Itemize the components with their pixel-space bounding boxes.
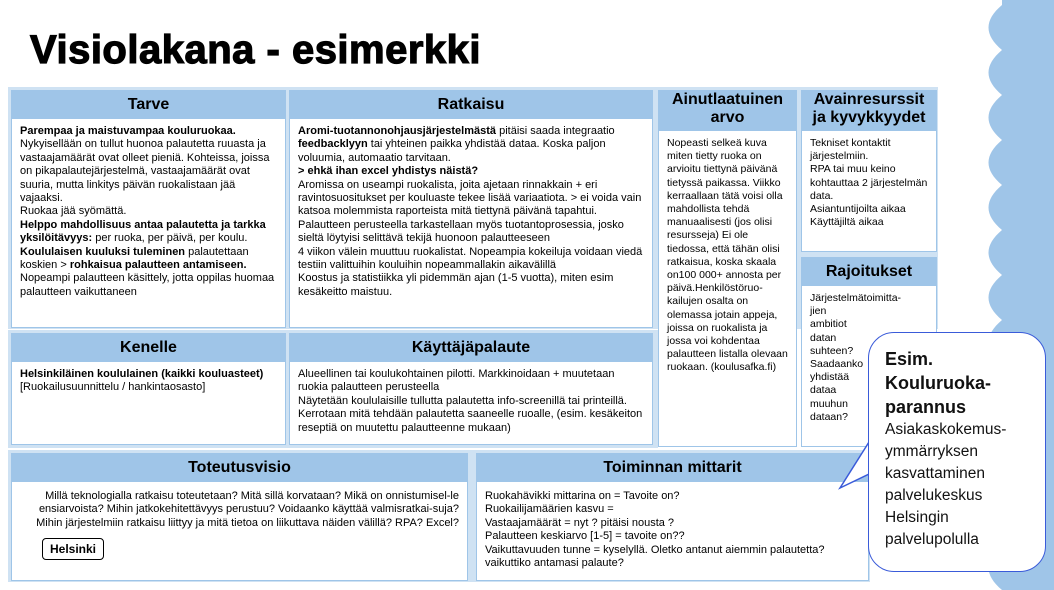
helsinki-logo: Helsinki: [42, 538, 104, 560]
kayttajapalaute-box: [289, 333, 653, 445]
kenelle-body: [12, 362, 285, 401]
tarve-line: Nykyisellään on tullut huonoa palautetta ruuasta ja vastaajamäärät ovat olleet pieniä. Kohteissa, joissa on pikapalautejärjestelmä, vastaajamäärät ovat suuria, mutta linkitys päivän ruokalistaan jää vajaaksi.: [20, 138, 270, 205]
mittarit-body: [477, 482, 868, 570]
mittarit-line: Vaikuttavuuden tunne = kyselyllä. Oletko antanut aiemmin palautetta? vaikuttiko antamasi palaute?: [485, 543, 825, 570]
callout-tail: [838, 440, 872, 500]
tarve-line-bold: Parempaa ja maistuvampaa kouluruokaa.: [20, 125, 236, 137]
kayttajapalaute-header: Käyttäjäpalaute: [290, 334, 652, 362]
tarve-header: Tarve: [12, 91, 285, 119]
callout-line: ymmärryksen: [885, 443, 979, 460]
kayttajapalaute-line: Alueellinen tai koulukohtainen pilotti. Markkinoidaan + muutetaan ruokia palautteen perusteella: [298, 368, 615, 394]
tarve-line: Ruokaa jää syömättä.: [20, 205, 127, 218]
kenelle-box: [11, 333, 286, 445]
toteutusvisio-box: [11, 453, 468, 581]
page-title: Visiolakana - esimerkki: [30, 28, 482, 72]
callout-line: Helsingin: [885, 509, 949, 526]
avainresurssit-header: Avainresurssit ja kyvykkyydet: [802, 91, 936, 131]
ratkaisu-line-bold: feedbacklyyn: [298, 138, 368, 151]
kayttajapalaute-body: [290, 362, 652, 441]
callout-line: palvelukeskus: [885, 487, 983, 504]
tarve-box: [11, 90, 286, 328]
rajoitukset-header: Rajoitukset: [802, 258, 936, 286]
ainutlaatuinen-body: Nopeasti selkeä kuva miten tietty ruoka on arvioitu tiettynä päivänä tietyssä paikassa. Viikko kerraallaan tätä voisi olla mahdollista tehdä manuaalisesti (jos olisi resursseja) Ei ole tiedossa, että tähän olisi ratkaisua, koska skaala on100 000+ annosta per päivä.Henkilöstöruo-kailujen osalta on olemassa jotain appeja, joissa on ruokalista ja jossa voi kohdentaa palautteen listalla olevaan ruokaan. (koulusafka.fi): [667, 137, 788, 374]
ratkaisu-box: [289, 90, 653, 328]
mittarit-header: Toiminnan mittarit: [477, 454, 868, 482]
ainutlaatuinen-box: [658, 90, 797, 447]
ratkaisu-line: Palautteen perusteella tarkastellaan myös tuotantoprosessia, josko sieltä löytyisi selittävä tekijä huonoon palautteeseen: [298, 218, 624, 245]
ratkaisu-line: Koostus ja statistiikka yli pidemmän ajan (1-5 vuotta), miten esim kesäkeitto maistuu.: [298, 272, 614, 298]
tarve-line: palautettaan koskien >: [20, 245, 249, 272]
mittarit-line: Palautteen keskiarvo [1-5] = tavoite on??: [485, 530, 685, 543]
avainresurssit-line: Käyttäjiltä aikaa: [810, 216, 884, 229]
avainresurssit-line: Tekniset kontaktit järjestelmiin.: [810, 137, 891, 163]
tarve-body: [12, 119, 285, 305]
avainresurssit-line: Asiantuntijoilta aikaa: [810, 203, 906, 216]
tarve-line: per ruoka, per päivä, per koulu.: [92, 232, 248, 245]
tarve-line-bold: Koululaisen kuuluksi tuleminen: [20, 245, 186, 258]
ratkaisu-line-bold: Aromi-tuotannonohjausjärjestelmästä: [298, 125, 497, 137]
kenelle-text: [Ruokailusuunnittelu / hankintaosasto]: [20, 381, 206, 394]
avainresurssit-box: [801, 90, 937, 252]
kayttajapalaute-line: Näytetään koululaisille tullutta palautetta info-screenillä tai printeillä. Kerrotaan mitä tehdään palautetta saaneelle ruoalle, (esim. kesäkeiton reseptiä on muutettu palautteenne mukaan): [298, 394, 643, 434]
ratkaisu-line: 4 viikon välein muuttuu ruokalistat. Nopeampia kokeiluja voidaan viedä testiin valittuihin kouluihin nopeammallakin aikavälillä: [298, 245, 643, 272]
kenelle-header: Kenelle: [12, 334, 285, 362]
mittarit-line: Vastaajamäärät = nyt ? pitäisi nousta ?: [485, 516, 675, 529]
tarve-line-bold: Helppo mahdollisuus antaa palautetta ja tarkka yksilöitävyys:: [20, 218, 266, 245]
ratkaisu-line: Aromissa on useampi ruokalista, joita ajetaan rinnakkain + eri ravintosuositukset per kouluaste tekee lisää variaatiota. > ei voida vain katsoa molemmista raporteista mitä tiettynä päivänä tapahtui.: [298, 178, 642, 218]
tarve-line-bold: rohkaisua palautteen antamiseen.: [69, 259, 247, 272]
ratkaisu-line: pitäisi saada integraatio: [496, 125, 615, 137]
mittarit-line: Ruokailijamäärien kasvu =: [485, 503, 614, 516]
callout-line: Asiakaskokemus-: [885, 421, 1007, 438]
callout-line: kasvattaminen: [885, 465, 985, 482]
ainutlaatuinen-header: Ainutlaatuinen arvo: [659, 91, 796, 131]
callout-title-1: Esim.: [885, 349, 934, 369]
tarve-line: Nopeampi palautteen käsittely, jotta oppilas huomaa palautteen vaikuttaneen: [20, 272, 275, 298]
ratkaisu-body: [290, 119, 652, 305]
mittarit-box: [476, 453, 869, 581]
callout-title-3: parannus: [885, 397, 967, 417]
rajoitukset-body: Järjestelmätoimitta-jien ambitiot datan suhteen? Saadaanko yhdistää dataa muuhun dataan?: [810, 292, 902, 423]
mittarit-line: Ruokahävikki mittarina on = Tavoite on?: [485, 490, 680, 502]
ratkaisu-line-bold: > ehkä ihan excel yhdistys näistä?: [298, 165, 479, 178]
example-callout: [868, 332, 1046, 572]
callout-line: palvelupolulla: [885, 531, 979, 548]
toteutusvisio-body: Millä teknologialla ratkaisu toteutetaan? Mitä sillä korvataan? Mikä on onnistumisel-le ensiarvoista? Mihin jatkokehitettävyys perustuu? Voidaanko käyttää valmisratkai-suja? Mihin järjestelmiin ratkaisu liittyy ja mitä tietoa on liikuttava näiden välillä? RPA? Excel?: [36, 490, 459, 529]
avainresurssit-line: RPA tai muu keino kohtauttaa 2 järjestelmän data.: [810, 163, 928, 202]
callout-title-2: Kouluruoka-: [885, 373, 991, 393]
kenelle-bold: Helsinkiläinen koululainen (kaikki kouluasteet): [20, 368, 264, 380]
ratkaisu-line: tai yhteinen paikka yhdistää dataa. Koska paljon voluumia, automaatio tarvitaan.: [298, 138, 606, 164]
toteutusvisio-header: Toteutusvisio: [12, 454, 467, 482]
ratkaisu-header: Ratkaisu: [290, 91, 652, 119]
avainresurssit-body: [802, 131, 936, 235]
